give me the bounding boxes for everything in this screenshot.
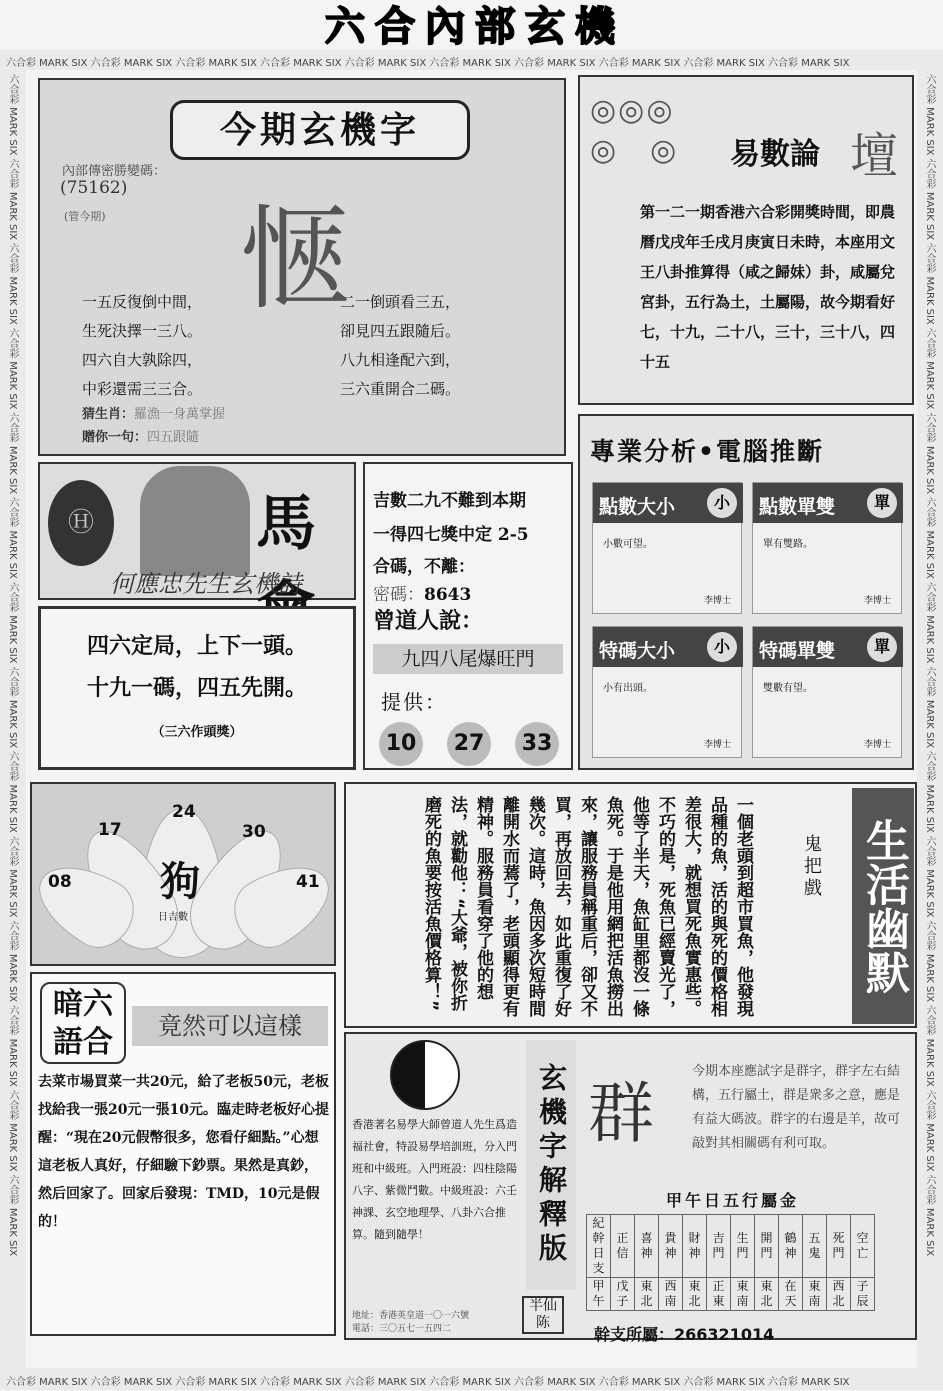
border-strip-right: 六合彩 MARK SIX 六合彩 MARK SIX 六合彩 MARK SIX 六合彩 MARK SIX 六合彩 MARK SIX 六合彩 MARK SIX 六合彩 MARK SIX 六合彩 MARK SIX 六合彩 MARK SIX 六合彩 MARK SIX 六合彩 MARK SIX 六合彩 MARK SIX 六合彩 MARK SIX 六合彩 MARK SIX	[917, 70, 943, 1368]
border-strip-left: 六合彩 MARK SIX 六合彩 MARK SIX 六合彩 MARK SIX 六合彩 MARK SIX 六合彩 MARK SIX 六合彩 MARK SIX 六合彩 MARK SIX 六合彩 MARK SIX 六合彩 MARK SIX 六合彩 MARK SIX 六合彩 MARK SIX 六合彩 MARK SIX 六合彩 MARK SIX 六合彩 MARK SIX	[0, 70, 26, 1368]
poem-line: 三六重開合二碼。	[340, 380, 461, 398]
poem-note: （三六作頭獎）	[151, 725, 243, 740]
mahui-subtitle: 何應忠先生玄機詩	[110, 570, 302, 598]
analysis-card	[592, 482, 742, 614]
yishu-title: 易數論	[730, 137, 820, 172]
qun-explanation: 今期本座應試字是群字，群字左右結構，五行屬土，群是衆多之意，應是有益大碼波。群字的右邊是羊，故可敲對其相關碼有利可取。	[692, 1064, 901, 1151]
mahui-poem	[38, 606, 356, 770]
anyu-title: 竟然可以這樣	[132, 1006, 328, 1046]
card-signature: 李博士	[703, 740, 731, 750]
poem-line-2: 十九一碼，四五先開。	[86, 675, 307, 701]
table-row: 紀幹日支 正信 喜神 貴神 財神 吉門 生門 開門 鶴神 五鬼 死門 空亡	[587, 1215, 875, 1278]
number-ball: 33	[515, 722, 559, 766]
card-pick: 單	[867, 632, 897, 662]
coins-icon: ◎◎◎ ◎ ◎	[590, 93, 679, 168]
almanac-table	[586, 1214, 875, 1311]
table-row: 甲午 戊子 東北 西南 東北 正東 東南 東北 在天 東南 西北 子辰	[587, 1278, 875, 1311]
analysis-card	[752, 482, 902, 614]
yishu-section	[578, 75, 914, 405]
card-head: 特碼大小 小	[593, 627, 743, 667]
humor-section	[344, 782, 917, 1028]
school-ad-text: 香港著名易學大師曾道人先生爲造福社會，特設易學培訓班，分入門班和中級班。入門班設：四柱陰陽八字、紫微鬥數。中級班設：六壬神課、玄空地理學、八卦六合推算。隨到隨學！	[352, 1118, 517, 1241]
lotus-number: 24	[172, 802, 196, 822]
portrait-image	[140, 466, 250, 576]
lotus-number: 30	[242, 822, 266, 842]
xuanji-section	[38, 78, 566, 456]
number-ball: 10	[379, 722, 423, 766]
card-desc: 小數可望。	[603, 539, 653, 550]
humor-byline: 鬼把戲	[801, 834, 822, 900]
seal-stamp: 半仙 陈	[522, 1296, 564, 1334]
hkjc-logo: Ⓗ	[48, 480, 114, 566]
card-pick: 小	[707, 488, 737, 518]
yin-yang-icon	[390, 1040, 460, 1110]
table-title: 甲午日五行屬金	[666, 1191, 800, 1210]
poem-left	[82, 288, 202, 404]
poem-line: 四六自大孰除四，	[82, 351, 203, 369]
xuanji-footer	[82, 403, 225, 449]
card-pick: 單	[867, 488, 897, 518]
analysis-section	[578, 414, 914, 770]
code-label: 內部傳密勝變碼：	[62, 164, 167, 179]
card-signature: 李博士	[703, 596, 731, 606]
jishu-tail: 九四八尾爆旺門	[373, 644, 563, 674]
lotus-number: 17	[98, 820, 122, 840]
humor-label: 生活幽默	[852, 788, 914, 1024]
card-desc: 單有雙路。	[763, 539, 813, 550]
analysis-heading: 專業分析•電腦推斷	[590, 437, 824, 466]
lotus-number: 41	[296, 872, 320, 892]
provide-label: 提供：	[381, 690, 447, 714]
jishu-section	[363, 462, 573, 770]
card-pick: 小	[707, 632, 737, 662]
card-signature: 李博士	[863, 596, 891, 606]
jishu-line-2: 一得四七獎中定 2-5	[373, 525, 529, 545]
jishu-heading: 曾道人說：	[373, 608, 484, 634]
gift-label: 贈你一句：	[82, 430, 148, 445]
lotus-animal: 狗	[160, 858, 200, 905]
mahui-section	[38, 462, 356, 600]
anyu-logo: 暗六 語合	[40, 982, 126, 1064]
qun-vertical-title: 玄機字解釋版	[526, 1040, 576, 1290]
yishu-title-big: 壇	[850, 128, 899, 184]
code-note: (管今期)	[64, 210, 106, 223]
lotus-sub: 日吉數	[158, 912, 188, 923]
lotus-number: 08	[48, 872, 72, 892]
analysis-card	[592, 626, 742, 758]
xuanji-big-char: 愜	[240, 195, 352, 325]
card-head: 點數單雙 單	[753, 483, 903, 523]
contact-line: 幹支所屬：266321014	[594, 1325, 775, 1344]
lotus-section	[30, 782, 336, 966]
card-desc: 小有出頭。	[603, 683, 653, 694]
humor-story: 一個老頭到超市買魚，他發現品種的魚，活的與死的價格相差很大，就想買死魚實惠些。不巧的是，死魚已經賣光了，他等了半天，魚缸里都沒一條魚死。于是他用網把活魚撈出來，讓服務員稱重后，卻又不買，再放回去，如此重復了好幾次。這時，魚因多次短時間離開水而蔫了，老頭顯得更有精神。服務員看穿了他的想法，就勸他：“大爺，被你折磨死的魚要按活魚價格算！”	[421, 796, 753, 1017]
jishu-line-3: 合碼，不離：	[373, 557, 475, 577]
number-ball: 27	[447, 722, 491, 766]
card-head: 特碼單雙 單	[753, 627, 903, 667]
school-ad-footer: 地址：香港英皇道一〇一六號 電話：三〇五七一五四二	[352, 1311, 470, 1334]
anyu-section	[30, 972, 336, 1336]
card-signature: 李博士	[863, 740, 891, 750]
masthead-title: 六合內部玄機	[325, 3, 625, 50]
poem-line: 二一倒頭看三五，	[340, 293, 461, 311]
yishu-text: 第一二一期香港六合彩開獎時間，即農曆戊戌年壬戌月庚寅日未時，本座用文王八卦推算得（咸之歸妹）卦，咸屬兌宮卦，五行為土，土屬陽，故今期看好七，十九，二十八，三十，三十八，四十五	[640, 203, 896, 371]
card-head: 點數大小 小	[593, 483, 743, 523]
card-desc: 雙數有望。	[763, 683, 813, 694]
mahui-title: 馬	[256, 489, 322, 559]
xuanji-banner: 今期玄機字	[170, 100, 470, 160]
poem-line: 八九相逢配六到，	[340, 351, 461, 369]
poem-line: 生死決擇一三八。	[82, 322, 203, 340]
poem-line-1: 四六定局，上下一頭。	[86, 633, 307, 659]
poem-line: 卻見四五跟隨后。	[340, 322, 461, 340]
jishu-line-1: 吉數二九不難到本期	[373, 491, 526, 511]
poem-line: 中彩還需三三合。	[82, 380, 203, 398]
border-strip-top: 六合彩 MARK SIX 六合彩 MARK SIX 六合彩 MARK SIX 六合彩 MARK SIX 六合彩 MARK SIX 六合彩 MARK SIX 六合彩 MARK SIX 六合彩 MARK SIX 六合彩 MARK SIX 六合彩 MARK SIX	[0, 50, 943, 70]
gift-value: 四五跟隨	[147, 430, 200, 445]
guess-label: 猜生肖：	[82, 407, 135, 422]
guess-value: 羅漁一身萬掌握	[134, 407, 226, 422]
analysis-card	[752, 626, 902, 758]
code-value: (75162)	[60, 178, 128, 198]
anyu-text: 去菜市場買菜一共20元，給了老板50元，老板找給我一張20元一張10元。臨走時老板好心提醒：“現在20元假幣很多，您看仔細點。”心想這老板人真好，仔細驗下鈔票。果然是真鈔，然后回家了。回家后發現：TMD，10元是假的！	[38, 1074, 329, 1230]
poem-line: 一五反復倒中間，	[82, 293, 203, 311]
jishu-code: 密碼：8643	[373, 585, 472, 605]
qun-section	[344, 1032, 917, 1344]
border-strip-bottom: 六合彩 MARK SIX 六合彩 MARK SIX 六合彩 MARK SIX 六合彩 MARK SIX 六合彩 MARK SIX 六合彩 MARK SIX 六合彩 MARK SIX 六合彩 MARK SIX 六合彩 MARK SIX 六合彩 MARK SIX	[0, 1368, 943, 1390]
poem-right	[340, 288, 460, 404]
qun-big-char: 群	[588, 1075, 654, 1152]
